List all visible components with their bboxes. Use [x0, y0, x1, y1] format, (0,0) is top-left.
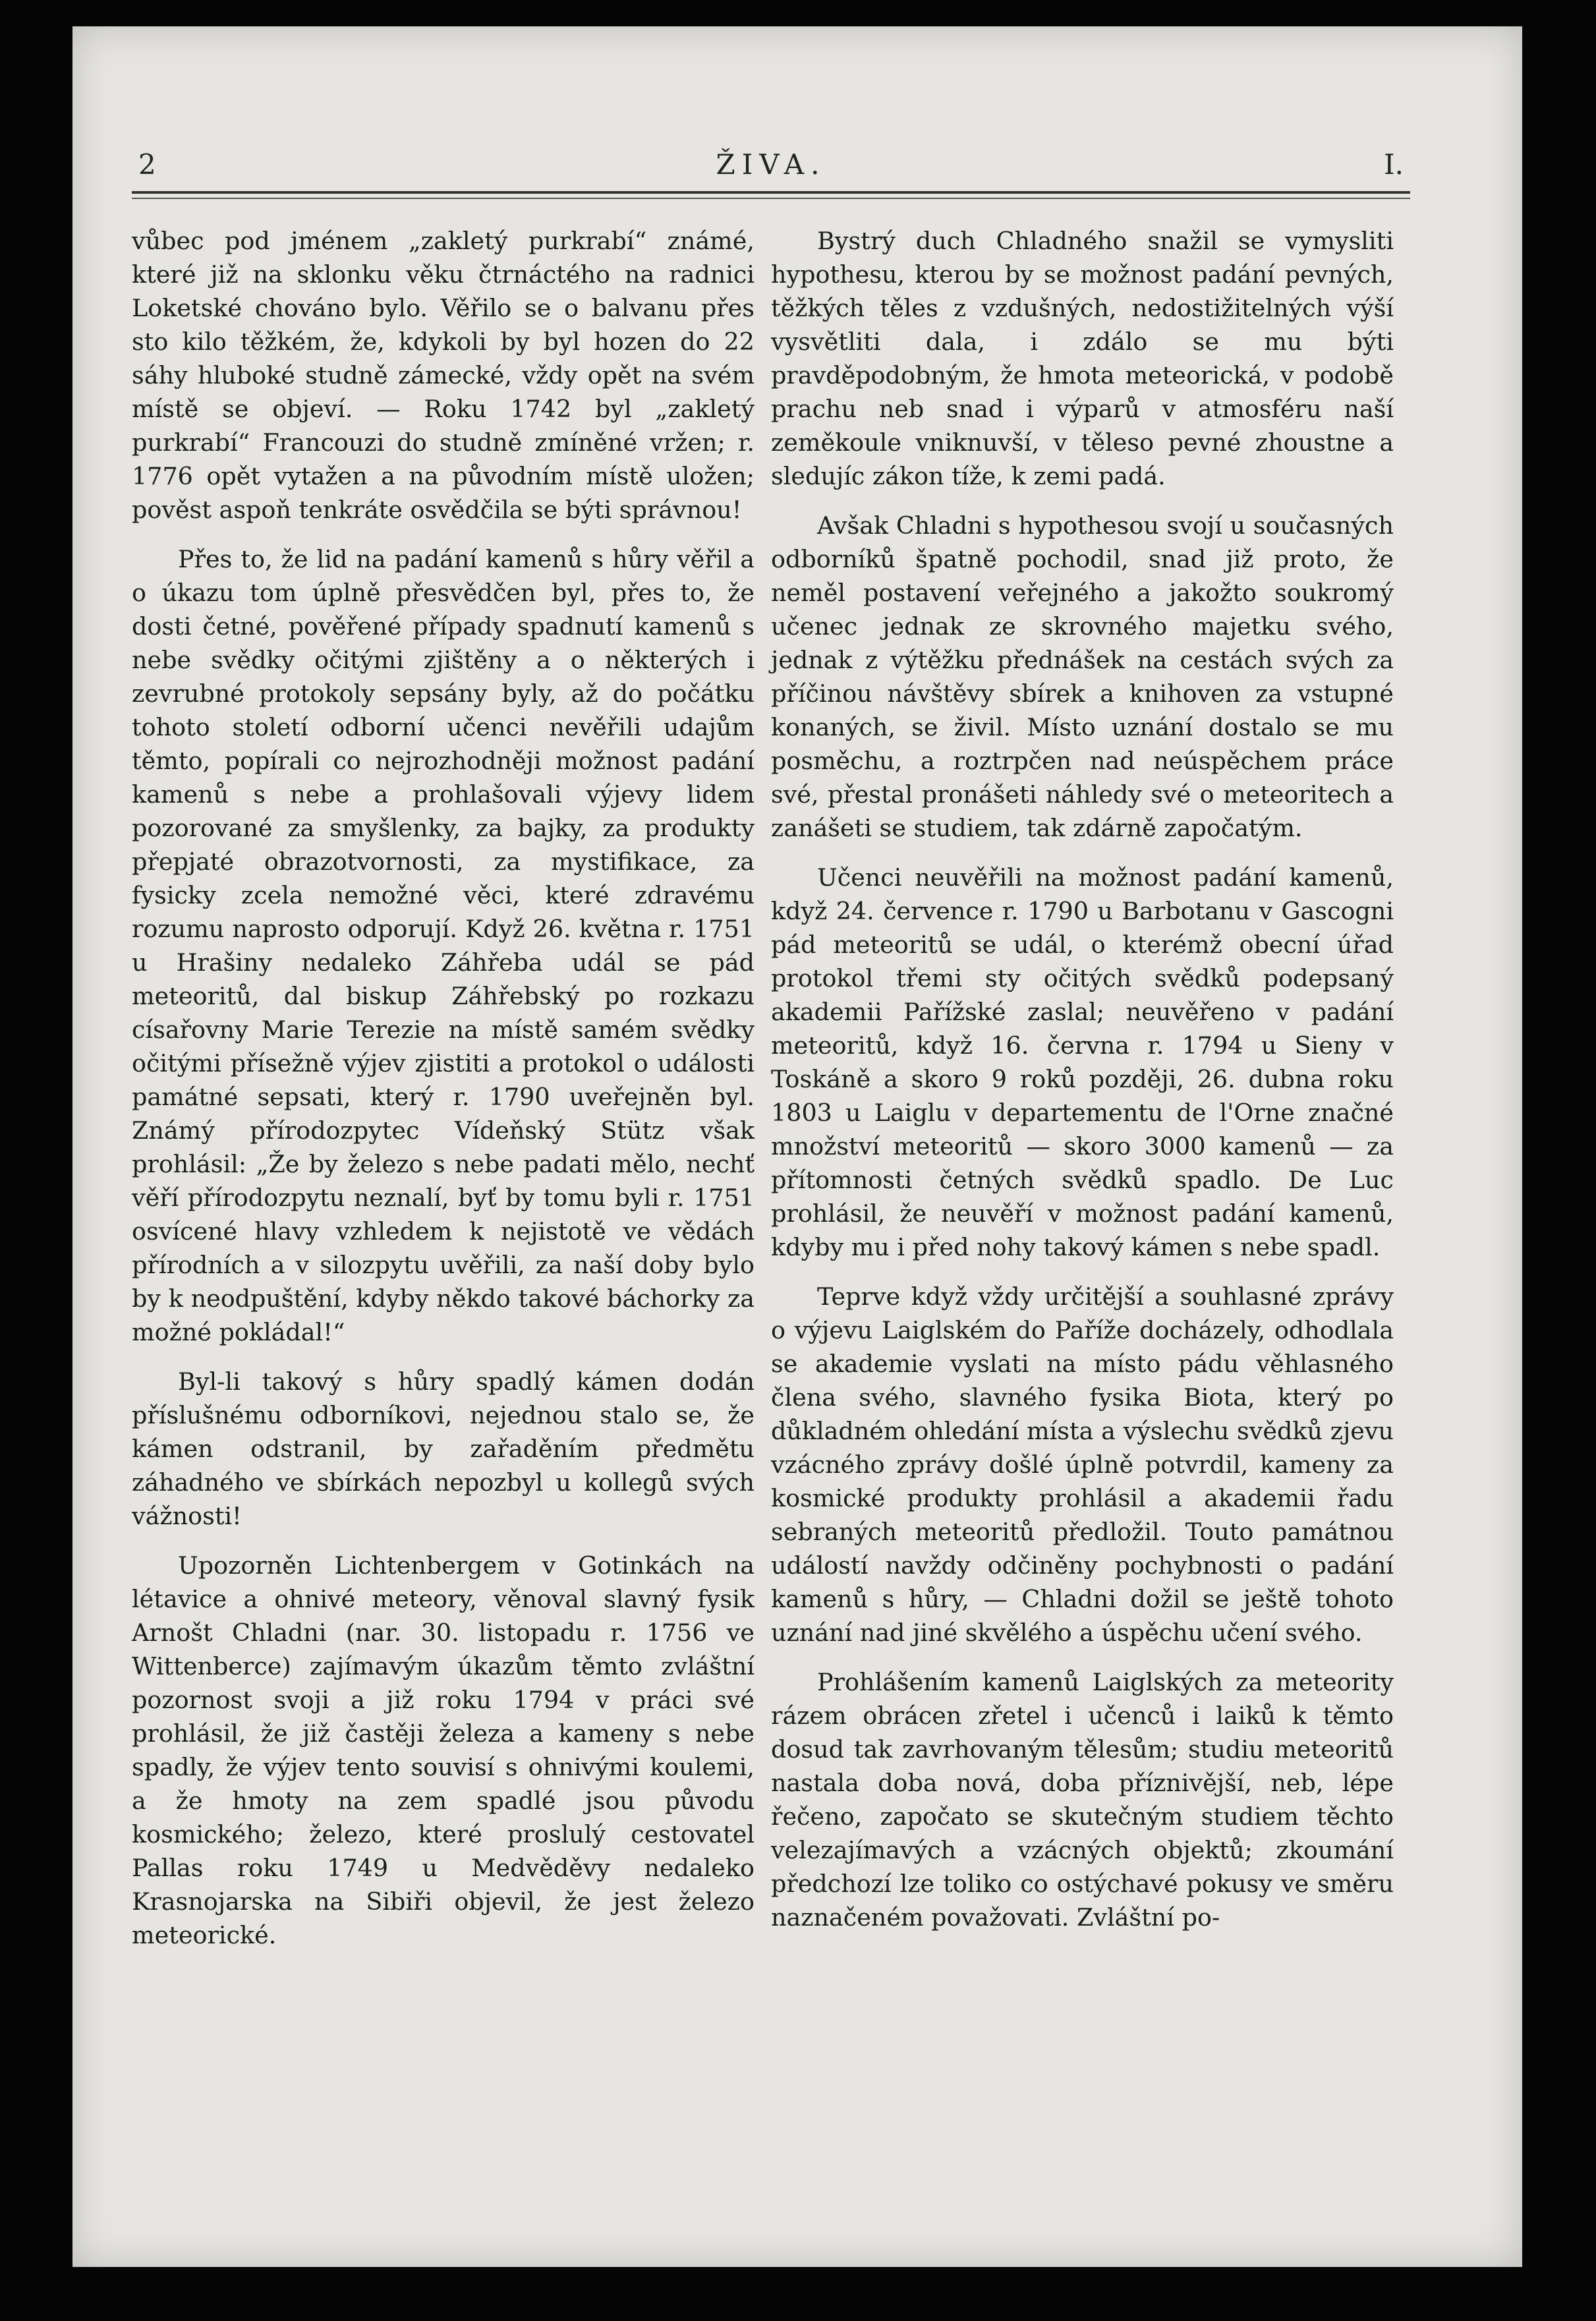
- paragraph: Upozorněn Lichtenbergem v Gotinkách na létavice a ohnivé meteory, věnoval slavný fysik Arnošt Chladni (nar. 30. listopadu r. 1756 ve Wittenberce) zajímavým úkazům těmto zvláštní pozornost svoji a již roku 1794 v práci své prohlásil, že již častěji železa a kameny s nebe spadly, že výjev tento souvisí s ohnivými koulemi, a že hmoty na zem spadlé jsou původu kosmického; železo, které proslulý cestovatel Pallas roku 1749 u Medvěděvy nedaleko Krasnojarska na Sibiři objevil, že jest železo meteorické.: [132, 1551, 755, 1949]
- paragraph: Avšak Chladni s hypothesou svojí u současných odborníků špatně pochodil, snad již proto, že neměl postavení veřejného a jakožto soukromý učenec jednak ze skrovného majetku svého, jednak z výtěžku přednášek na cestách svých za příčinou návštěvy sbírek a knihoven za vstupné konaných, se živil. Místo uznání dostalo se mu posměchu, a roztrpčen nad neúspěchem práce své, přestal pronášeti náhledy své o meteoritech a zanášeti se studiem, tak zdárně započatým.: [771, 511, 1394, 842]
- paragraph: Teprve když vždy určitější a souhlasné zprávy o výjevu Laiglském do Paříže docházely, odhodlala se akademie vyslati na místo pádu věhlasného člena svého, slavného fysika Biota, který po důkladném ohledání místa a výslechu svědků zjevu vzácného zprávy došlé úplně potvrdil, kameny za kosmické produkty prohlásil a akademii řadu sebraných meteoritů předložil. Touto památnou událostí navždy odčiněny pochybnosti o padání kamenů s hůry, — Chladni dožil se ještě tohoto uznání nad jiné skvělého a úspěchu učení svého.: [771, 1282, 1394, 1647]
- header-rule: [132, 191, 1410, 194]
- journal-title: ŽIVA.: [716, 148, 826, 181]
- paragraph: Přes to, že lid na padání kamenů s hůry věřil a o úkazu tom úplně přesvědčen byl, přes to, že dosti četné, pověřené případy spadnutí kamenů s nebe svědky očitými zjištěny a o některých i zevrubné protokoly sepsány byly, až do počátku tohoto století odborní učenci nevěřili udajům těmto, popírali co nejrozhodněji možnost padání kamenů s nebe a prohlašovali výjevy lidem pozorované za smyšlenky, za bajky, za produkty přepjaté obrazotvornosti, za mystifikace, za fysicky zcela nemožné věci, které zdravému rozumu naprosto odporují. Když 26. května r. 1751 u Hrašiny nedaleko Záhřeba udál se pád meteoritů, dal biskup Záhřebský po rozkazu císařovny Marie Terezie na místě samém svědky očitými přísežně výjev zjistiti a protokol o události památné sepsati, který r. 1790 uveřejněn byl. Známý přírodozpytec Vídeňský Stütz však prohlásil: „Že by železo s nebe padati mělo, nechť věří přírodozpytu neznalí, byť by tomu byli r. 1751 osvícené hlavy vzhledem k nejistotě ve vědách přírodních a v silozpytu uvěřili, za naší doby bylo by k neodpuštění, kdyby někdo takové báchorky za možné pokládal!“: [132, 545, 755, 1346]
- page-number: 2: [138, 148, 156, 181]
- paragraph: Bystrý duch Chladného snažil se vymysliti hypothesu, kterou by se možnost padání pevných, těžkých těles z vzdušných, nedostižitelných výší vysvětliti dala, i zdálo se mu býti pravděpodobným, že hmota meteorická, v podobě prachu neb snad i výparů v atmosféru naší zeměkoule vniknuvší, v těleso pevné zhoustne a sledujíc zákon tíže, k zemi padá.: [771, 227, 1394, 490]
- paragraph: Byl-li takový s hůry spadlý kámen dodán příslušnému odborníkovi, nejednou stalo se, že kámen odstranil, by zařaděním předmětu záhadného ve sbírkách nepozbyl u kollegů svých vážnosti!: [132, 1367, 755, 1530]
- running-header: [138, 148, 1404, 188]
- part-number: I.: [1384, 148, 1404, 181]
- paragraph: Prohlášením kamenů Laiglských za meteority rázem obrácen zřetel i učenců i laiků k těmto dosud tak zavrhovaným tělesům; studiu meteoritů nastala doba nová, doba příznivější, neb, lépe řečeno, započato se skutečným studiem těchto velezajímavých a vzácných objektů; zkoumání předchozí lze toliko co ostýchavé pokusy ve směru naznačeném považovati. Zvláštní po-: [771, 1668, 1394, 1932]
- paragraph: Učenci neuvěřili na možnost padání kamenů, když 24. července r. 1790 u Barbotanu v Gascogni pád meteoritů se udál, o kterémž obecní úřad protokol třemi sty očitých svědků podepsaný akademii Pařížské zaslal; neuvěřeno v padání meteoritů, když 16. června r. 1794 u Sieny v Toskáně a skoro 9 roků později, 26. dubna roku 1803 u Laiglu v departementu de l'Orne značné množství meteoritů — skoro 3000 kamenů — za přítomnosti četných svědků spadlo. De Luc prohlásil, že neuvěří v možnost padání kamenů, kdyby mu i před nohy takový kámen s nebe spadl.: [771, 863, 1394, 1261]
- right-column: [771, 224, 1394, 1934]
- paragraph: vůbec pod jménem „zakletý purkrabí“ známé, které již na sklonku věku čtrnáctého na radnici Loketské chováno bylo. Věřilo se o balvanu přes sto kilo těžkém, že, kdykoli by byl hozen do 22 sáhy hluboké studně zámecké, vždy opět na svém místě se objeví. — Roku 1742 byl „zakletý purkrabí“ Francouzi do studně zmíněné vržen; r. 1776 opět vytažen a na původním místě uložen; pověst aspoň tenkráte osvědčila se býti správnou!: [132, 227, 755, 524]
- left-column: [132, 224, 755, 1952]
- header-rule-thin: [132, 198, 1410, 199]
